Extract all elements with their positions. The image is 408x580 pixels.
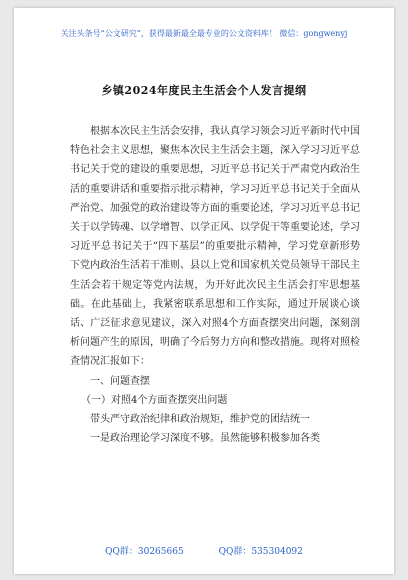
item-heading: 带头严守政治纪律和政治规矩，维护党的团结统一 <box>90 414 310 426</box>
section-heading: 一、问题查摆 <box>90 375 150 387</box>
document-body <box>70 122 360 448</box>
intro-paragraph: 根据本次民主生活会安排，我认真学习领会习近平新时代中国特色社会主义思想，聚焦本次民主生活会主题，深入学习习近平总书记关于党的建设的重要思想，习近平总书记关于严肃党内政治生活的重要讲话和重要指示批示精神，学习习近平总书记关于全面从严治党、加强党的政治建设等方面的重要论述，学习习近平总书记关于以学铸魂、以学增智、以学正风、以学促干等重要论述，学习习近平总书记关于“四下基层”的重要批示精神，学习党章新形势下党内政治生活若干准则、县以上党和国家机关党员领导干部民主生活会若干规定等党内法规，为开好此次民主生活会打牢思想基础。在此基础上，我紧密联系思想和工作实际，通过开展谈心谈话、广泛征求意见建议，深入对照4个方面查摆突出问题，深刻剖析问题产生的原因，明确了今后努力方向和整改措施。现将对照检查情况汇报如下： <box>70 126 360 368</box>
qq-group-1: QQ群：30265665 <box>105 547 184 557</box>
footer-contacts <box>14 544 394 557</box>
promo-banner: 关注头条号“公文研究”，获得最新最全最专业的公文资料库！ 微信：gongwenyj <box>60 29 348 38</box>
document-page <box>14 8 394 574</box>
item-text: 一是政治理论学习深度不够。虽然能够积极参加各类 <box>90 433 320 445</box>
qq-group-2: QQ群：535304092 <box>218 547 303 557</box>
document-title: 乡镇2024年度民主生活会个人发言提纲 <box>101 84 307 97</box>
subsection-heading: （一）对照4个方面查摆突出问题 <box>81 394 228 406</box>
